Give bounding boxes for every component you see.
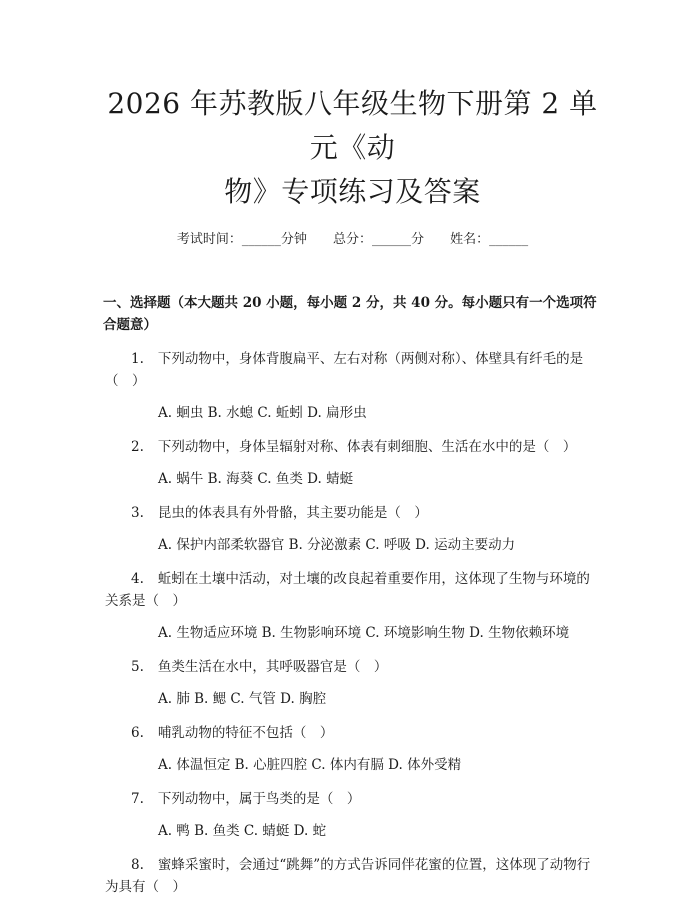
question-6 — [105, 722, 600, 744]
time-blank: ______ — [241, 232, 281, 247]
question-5 — [105, 656, 600, 678]
question-1-options: A. 蛔虫 B. 水螅 C. 蚯蚓 D. 扁形虫 — [158, 405, 367, 421]
question-2-options: A. 蜗牛 B. 海葵 C. 鱼类 D. 蜻蜓 — [158, 471, 354, 487]
question-text: 下列动物中，属于鸟类的是（ ） — [157, 791, 361, 807]
section-heading: 一、选择题（本大题共 20 小题，每小题 2 分，共 40 分。每小题只有一个选项符合题意） — [103, 295, 597, 333]
question-2 — [105, 436, 600, 458]
question-4-options: A. 生物适应环境 B. 生物影响环境 C. 环境影响生物 D. 生物依赖环境 — [158, 625, 570, 641]
score-blank: ______ — [372, 232, 411, 247]
question-4 — [105, 568, 600, 612]
document-title — [105, 0, 600, 214]
question-text: 昆虫的体表具有外骨骼，其主要功能是（ ） — [157, 505, 428, 521]
question-5-options: A. 肺 B. 鳃 C. 气管 D. 胸腔 — [158, 691, 327, 707]
question-number: 6. — [131, 725, 144, 741]
question-text: 鱼类生活在水中，其呼吸器官是（ ） — [157, 659, 388, 675]
score-label: 总分： — [332, 232, 372, 247]
time-unit: 分钟 — [280, 232, 307, 247]
name-blank: ______ — [489, 232, 529, 247]
question-8 — [105, 854, 600, 898]
question-number: 4. — [131, 571, 144, 587]
question-text: 蜜蜂采蜜时，会通过“跳舞”的方式告诉同伴花蜜的位置，这体现了动物行为具有（ ） — [105, 857, 591, 895]
question-number: 1. — [131, 351, 144, 367]
title-line-1: 2026 年苏教版八年级生物下册第 2 单元《动 — [107, 87, 598, 164]
name-label: 姓名： — [450, 232, 490, 247]
exam-time — [177, 232, 307, 247]
exam-score — [333, 232, 424, 247]
question-3-options: A. 保护内部柔软器官 B. 分泌激素 C. 呼吸 D. 运动主要动力 — [158, 537, 516, 553]
question-number: 5. — [131, 659, 144, 675]
question-1 — [105, 348, 600, 392]
question-6-options: A. 体温恒定 B. 心脏四腔 C. 体内有膈 D. 体外受精 — [158, 757, 462, 773]
question-number: 3. — [131, 505, 144, 521]
question-text: 蚯蚓在土壤中活动，对土壤的改良起着重要作用，这体现了生物与环境的关系是（ ） — [105, 571, 590, 609]
exam-meta — [105, 230, 600, 250]
question-7-options: A. 鸭 B. 鱼类 C. 蜻蜓 D. 蛇 — [158, 823, 327, 839]
question-number: 7. — [131, 791, 144, 807]
question-7 — [105, 788, 600, 810]
exam-name — [450, 232, 528, 247]
question-number: 8. — [131, 857, 144, 873]
question-text: 下列动物中，身体背腹扁平、左右对称（两侧对称）、体壁具有纤毛的是（ ） — [105, 351, 584, 389]
title-line-2: 物》专项练习及答案 — [224, 175, 481, 208]
time-label: 考试时间： — [176, 232, 242, 247]
question-3 — [105, 502, 600, 524]
score-unit: 分 — [411, 232, 425, 247]
question-list — [105, 348, 600, 898]
question-text: 哺乳动物的特征不包括（ ） — [157, 725, 334, 741]
question-text: 下列动物中，身体呈辐射对称、体表有刺细胞、生活在水中的是（ ） — [157, 439, 577, 455]
question-number: 2. — [131, 439, 144, 455]
